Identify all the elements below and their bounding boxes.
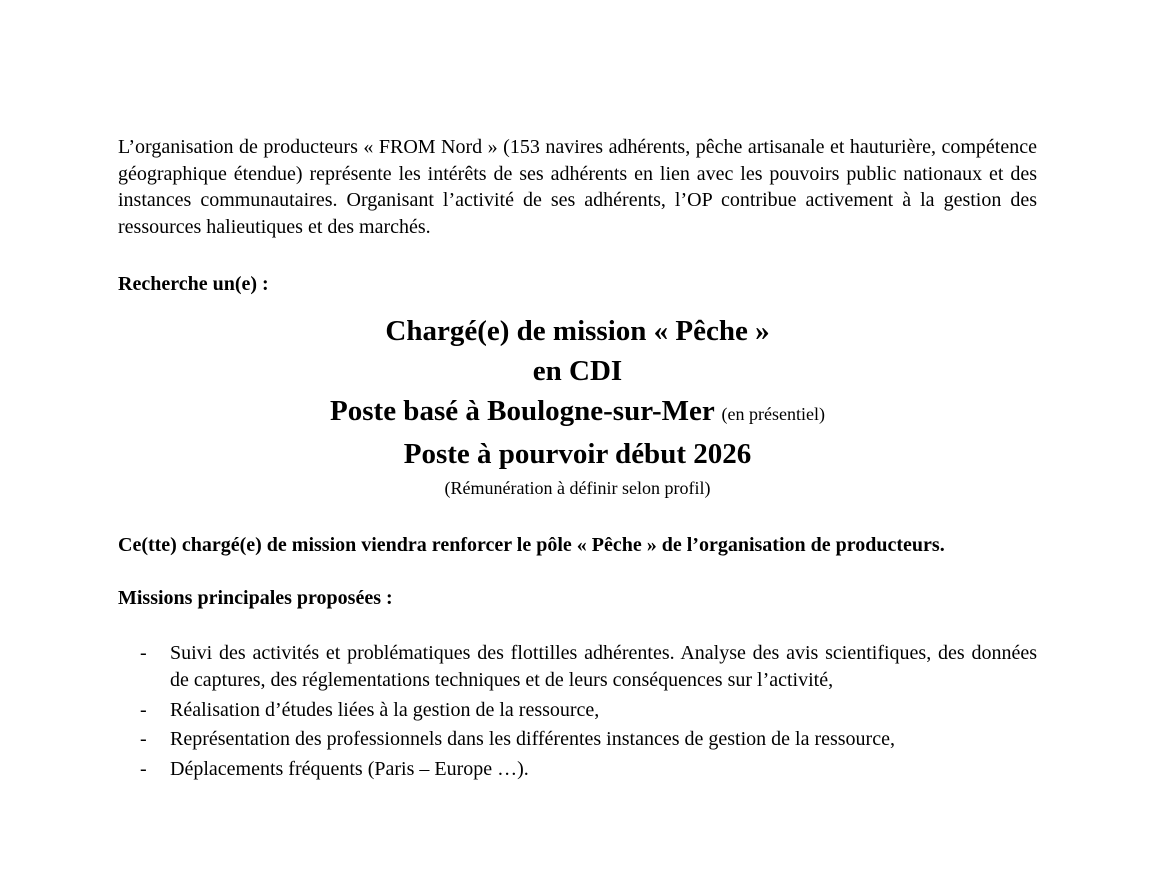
mission-item — [118, 756, 1037, 783]
bullet-dash-icon: - — [140, 728, 147, 751]
mission-item — [118, 640, 1037, 694]
role-summary-paragraph: Ce(tte) chargé(e) de mission viendra renforcer le pôle « Pêche » de l’organisation de producteurs. — [118, 534, 945, 556]
recherche-label: Recherche un(e) : — [118, 273, 269, 295]
mission-item — [118, 697, 1037, 724]
mission-item — [118, 726, 1037, 753]
job-location: Poste basé à Boulogne-sur-Mer — [330, 395, 715, 427]
bullet-dash-icon: - — [140, 698, 147, 721]
mission-item-text: Suivi des activités et problématiques des flottilles adhérentes. Analyse des avis scientifiques, des données de captures, des réglementations techniques et de leurs conséquences sur l’activité, — [170, 642, 1037, 691]
job-headline-block — [118, 311, 1037, 498]
bullet-dash-icon: - — [140, 642, 147, 664]
job-title: Chargé(e) de mission « Pêche » — [385, 315, 770, 347]
intro-paragraph: L’organisation de producteurs « FROM Nord » (153 navires adhérents, pêche artisanale et hauturière, compétence géographique étendue) représente les intérêts de ses adhérents en lien avec les pouvoirs public nationaux et des instances communautaires. Organisant l’activité de ses adhérents, l’OP contribue activement à la gestion des ressources halieutiques et des marchés. — [118, 136, 1037, 238]
start-date: Poste à pourvoir début 2026 — [403, 438, 752, 470]
missions-list — [118, 640, 1037, 783]
contract-type: en CDI — [532, 355, 623, 387]
mission-item-text: Réalisation d’études liées à la gestion de la ressource, — [170, 698, 600, 721]
missions-heading: Missions principales proposées : — [118, 587, 393, 609]
job-location-line — [118, 391, 1037, 434]
salary-note: (Rémunération à définir selon profil) — [444, 478, 711, 498]
bullet-dash-icon: - — [140, 758, 147, 781]
mission-item-text: Déplacements fréquents (Paris – Europe …). — [170, 758, 529, 781]
document-content — [118, 0, 1037, 786]
mission-item-text: Représentation des professionnels dans les différentes instances de gestion de la ressource, — [170, 728, 895, 751]
job-location-note: (en présentiel) — [721, 404, 825, 424]
